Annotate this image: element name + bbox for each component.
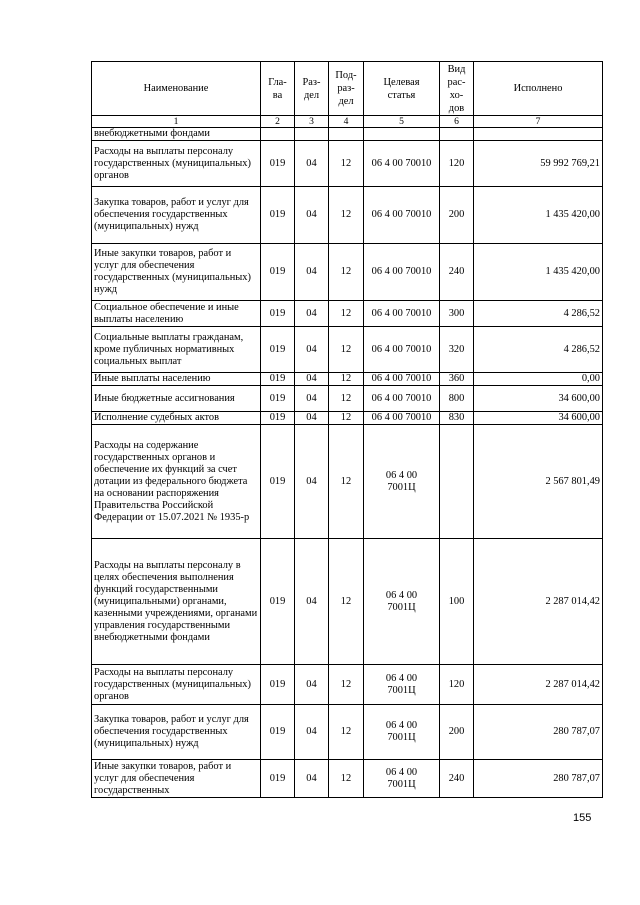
row-razdel: 04 [295,141,329,187]
row-razdel: 04 [295,301,329,327]
row-podrazdel: 12 [329,412,364,425]
row-podrazdel: 12 [329,301,364,327]
row-razdel: 04 [295,412,329,425]
row-celevaya-statya: 06 4 00 70010 [364,412,440,425]
row-glava: 019 [261,327,295,373]
row-vid-rashodov: 300 [440,301,474,327]
row-name: Закупка товаров, работ и услуг для обеспечения государственных (муниципальных) нужд [92,705,261,760]
row-vid-rashodov: 200 [440,187,474,244]
table-row [92,665,603,705]
row-glava [261,128,295,141]
row-name: Иные закупки товаров, работ и услуг для обеспечения государственных (муниципальных) нужд [92,244,261,301]
row-vid-rashodov: 830 [440,412,474,425]
row-vid-rashodov: 120 [440,665,474,705]
header-name: Наименование [92,62,261,116]
row-glava: 019 [261,425,295,539]
row-celevaya-statya: 06 4 00 7001Ц [364,705,440,760]
table-body [92,128,603,798]
table-row [92,760,603,798]
row-celevaya-statya: 06 4 00 70010 [364,327,440,373]
row-vid-rashodov: 360 [440,373,474,386]
column-number-row [92,116,603,128]
row-vid-rashodov: 240 [440,760,474,798]
row-amount: 34 600,00 [474,386,603,412]
row-vid-rashodov [440,128,474,141]
row-celevaya-statya: 06 4 00 7001Ц [364,665,440,705]
row-amount: 59 992 769,21 [474,141,603,187]
row-razdel: 04 [295,386,329,412]
row-glava: 019 [261,539,295,665]
row-razdel: 04 [295,244,329,301]
row-amount: 0,00 [474,373,603,386]
row-razdel: 04 [295,187,329,244]
row-vid-rashodov: 240 [440,244,474,301]
table-row [92,244,603,301]
row-celevaya-statya: 06 4 00 70010 [364,386,440,412]
row-celevaya-statya: 06 4 00 70010 [364,187,440,244]
column-number: 1 [92,116,261,128]
row-vid-rashodov [440,425,474,539]
row-podrazdel: 12 [329,244,364,301]
table-row [92,187,603,244]
row-glava: 019 [261,141,295,187]
header-vid-rashodov: Вид рас- хо- дов [440,62,474,116]
row-name: Социальное обеспечение и иные выплаты населению [92,301,261,327]
column-number: 2 [261,116,295,128]
row-podrazdel: 12 [329,187,364,244]
row-amount: 34 600,00 [474,412,603,425]
table-row [92,327,603,373]
row-podrazdel [329,128,364,141]
row-amount: 2 287 014,42 [474,539,603,665]
budget-table [91,61,603,798]
row-vid-rashodov: 120 [440,141,474,187]
table-row [92,141,603,187]
row-amount: 2 287 014,42 [474,665,603,705]
row-razdel: 04 [295,665,329,705]
row-podrazdel: 12 [329,386,364,412]
row-podrazdel: 12 [329,665,364,705]
row-amount: 4 286,52 [474,327,603,373]
row-name: Расходы на выплаты персоналу государственных (муниципальных) органов [92,141,261,187]
row-glava: 019 [261,373,295,386]
row-amount: 1 435 420,00 [474,244,603,301]
header-podrazdel: Под- раз- дел [329,62,364,116]
row-amount: 4 286,52 [474,301,603,327]
row-celevaya-statya: 06 4 00 70010 [364,373,440,386]
row-name: Расходы на выплаты персоналу в целях обеспечения выполнения функций государственными (муниципальными) органами, казенными учреждениями, органами управления государственными внебюджетными фондами [92,539,261,665]
column-number: 5 [364,116,440,128]
row-name: Расходы на содержание государственных органов и обеспечение их функций за счет дотации из федерального бюджета на основании распоряжения Правительства Российской Федерации от 15.07.2021 № 1935-р [92,425,261,539]
row-glava: 019 [261,412,295,425]
row-podrazdel: 12 [329,373,364,386]
header-ispolneno: Исполнено [474,62,603,116]
table-row [92,128,603,141]
row-podrazdel: 12 [329,425,364,539]
row-name: Исполнение судебных актов [92,412,261,425]
column-number: 4 [329,116,364,128]
row-name: Закупка товаров, работ и услуг для обеспечения государственных (муниципальных) нужд [92,187,261,244]
row-celevaya-statya [364,128,440,141]
row-glava: 019 [261,187,295,244]
row-name: внебюджетными фондами [92,128,261,141]
row-celevaya-statya: 06 4 00 70010 [364,141,440,187]
row-amount [474,128,603,141]
row-celevaya-statya: 06 4 00 70010 [364,244,440,301]
row-glava: 019 [261,705,295,760]
row-podrazdel: 12 [329,539,364,665]
column-number: 7 [474,116,603,128]
row-name: Расходы на выплаты персоналу государственных (муниципальных) органов [92,665,261,705]
row-podrazdel: 12 [329,141,364,187]
row-razdel: 04 [295,539,329,665]
row-celevaya-statya: 06 4 00 7001Ц [364,425,440,539]
row-vid-rashodov: 800 [440,386,474,412]
row-glava: 019 [261,760,295,798]
row-name: Иные бюджетные ассигнования [92,386,261,412]
row-amount: 1 435 420,00 [474,187,603,244]
row-razdel: 04 [295,373,329,386]
table-row [92,386,603,412]
table-header-row [92,62,603,116]
row-amount: 280 787,07 [474,705,603,760]
row-podrazdel: 12 [329,705,364,760]
table-row [92,301,603,327]
header-razdel: Раз- дел [295,62,329,116]
row-glava: 019 [261,301,295,327]
row-celevaya-statya: 06 4 00 7001Ц [364,539,440,665]
row-podrazdel: 12 [329,760,364,798]
row-glava: 019 [261,244,295,301]
row-razdel: 04 [295,760,329,798]
table-row [92,539,603,665]
row-amount: 280 787,07 [474,760,603,798]
table-row [92,705,603,760]
row-amount: 2 567 801,49 [474,425,603,539]
row-vid-rashodov: 320 [440,327,474,373]
row-celevaya-statya: 06 4 00 70010 [364,301,440,327]
row-glava: 019 [261,665,295,705]
row-podrazdel: 12 [329,327,364,373]
row-vid-rashodov: 200 [440,705,474,760]
header-glava: Гла- ва [261,62,295,116]
row-razdel: 04 [295,327,329,373]
row-vid-rashodov: 100 [440,539,474,665]
table-row [92,425,603,539]
table-row [92,373,603,386]
row-name: Социальные выплаты гражданам, кроме публичных нормативных социальных выплат [92,327,261,373]
table-row [92,412,603,425]
header-celevaya-statya: Целевая статья [364,62,440,116]
row-razdel: 04 [295,425,329,539]
row-glava: 019 [261,386,295,412]
column-number: 6 [440,116,474,128]
row-celevaya-statya: 06 4 00 7001Ц [364,760,440,798]
column-number: 3 [295,116,329,128]
row-razdel [295,128,329,141]
page-number: 155 [573,812,592,824]
row-name: Иные закупки товаров, работ и услуг для обеспечения государственных [92,760,261,798]
row-name: Иные выплаты населению [92,373,261,386]
row-razdel: 04 [295,705,329,760]
